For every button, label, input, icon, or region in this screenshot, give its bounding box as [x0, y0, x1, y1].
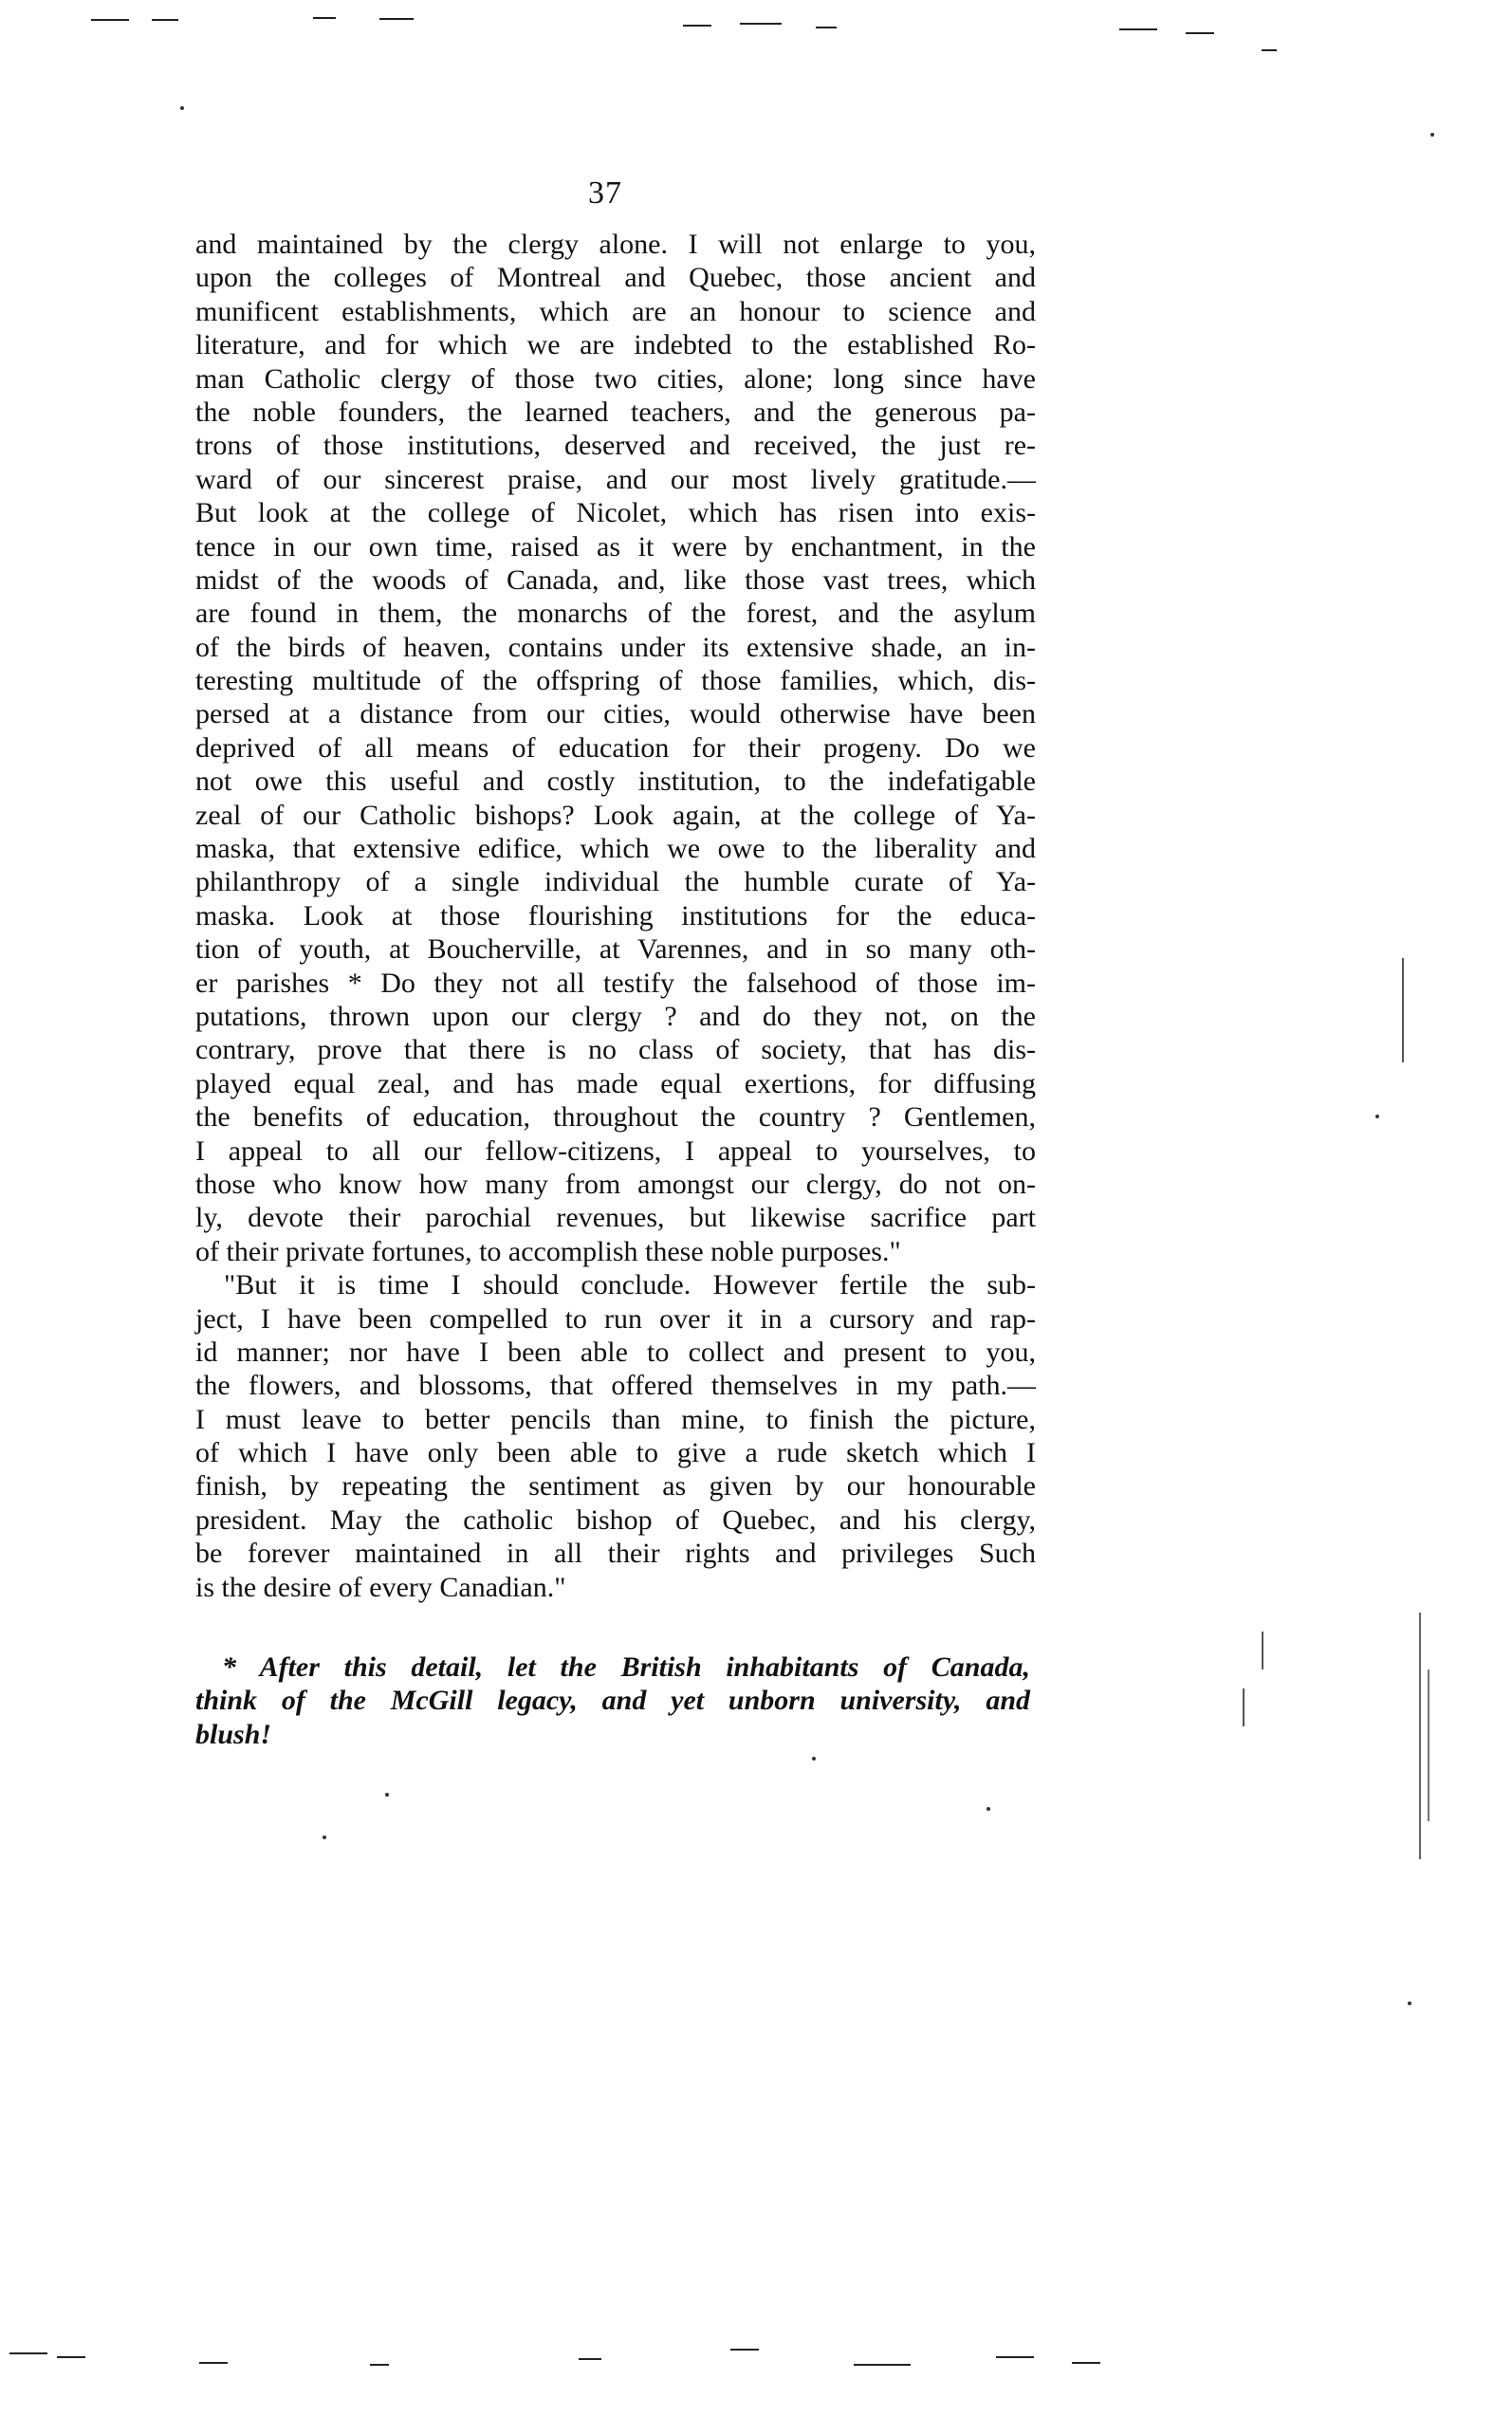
text-line: tion of youth, at Boucherville, at Varennes, and in so many oth- [195, 933, 1036, 966]
scan-artifact [370, 2364, 389, 2366]
body-text [195, 228, 1036, 1604]
text-line: are found in them, the monarchs of the forest, and the asylum [195, 598, 1036, 630]
footnote-line: think of the McGill legacy, and yet unborn university, and [195, 1685, 1030, 1717]
scan-artifact [1243, 1688, 1245, 1726]
scan-speck [812, 1757, 816, 1761]
scan-speck [180, 106, 184, 110]
text-line: ward of our sincerest praise, and our most lively gratitude.— [195, 463, 1036, 495]
footnote-line: blush! [195, 1718, 272, 1750]
text-line: ject, I have been compelled to run over it in a cursory and rap- [195, 1302, 1036, 1335]
scan-speck [1375, 1115, 1379, 1118]
text-line: played equal zeal, and has made equal exertions, for diffusing [195, 1067, 1036, 1099]
text-line: contrary, prove that there is no class of society, that has dis- [195, 1034, 1036, 1066]
text-line: ly, devote their parochial revenues, but likewise sacrifice part [195, 1202, 1036, 1234]
text-line: But look at the college of Nicolet, which has risen into exis- [195, 497, 1036, 529]
scan-speck [986, 1807, 990, 1811]
scan-artifact [816, 27, 837, 28]
scan-artifact [1262, 49, 1277, 51]
text-line: er parishes * Do they not all testify the falsehood of those im- [195, 967, 1036, 999]
scan-speck [323, 1835, 326, 1839]
scan-artifact [1419, 1613, 1421, 1859]
scan-artifact [1119, 28, 1157, 30]
scan-artifact [1072, 2362, 1100, 2364]
text-line: trons of those institutions, deserved and received, the just re- [195, 430, 1036, 462]
text-line: persed at a distance from our cities, would otherwise have been [195, 698, 1036, 730]
text-line: is the desire of every Canadian." [195, 1571, 566, 1603]
text-line: be forever maintained in all their rights and privileges Such [195, 1538, 1036, 1570]
scan-artifact [199, 2362, 228, 2364]
scan-artifact [1402, 958, 1404, 1062]
scan-artifact [1262, 1632, 1263, 1669]
scan-artifact [854, 2364, 911, 2366]
text-line: literature, and for which we are indebted to the established Ro- [195, 329, 1036, 361]
text-line: teresting multitude of the offspring of those families, which, dis- [195, 665, 1036, 697]
text-line: not owe this useful and costly institution, to the indefatigable [195, 765, 1036, 798]
text-line: of which I have only been able to give a rude sketch which I [195, 1437, 1036, 1469]
scan-artifact [579, 2358, 601, 2360]
scan-artifact [9, 2352, 47, 2354]
scan-speck [1408, 2001, 1411, 2005]
text-line: maska, that extensive edifice, which we owe to the liberality and [195, 833, 1036, 865]
scan-artifact [683, 25, 711, 27]
text-line: of their private fortunes, to accomplish these noble purposes." [195, 1235, 901, 1267]
scan-speck [1430, 133, 1434, 137]
text-line: finish, by repeating the sentiment as given by our honourable [195, 1470, 1036, 1503]
page-number: 37 [588, 175, 622, 211]
text-line: I must leave to better pencils than mine, to finish the picture, [195, 1403, 1036, 1435]
text-line: midst of the woods of Canada, and, like those vast trees, which [195, 563, 1036, 596]
text-line: putations, thrown upon our clergy ? and do they not, on the [195, 1000, 1036, 1032]
text-line: those who know how many from amongst our clergy, do not on- [195, 1168, 1036, 1200]
scan-artifact [996, 2356, 1034, 2358]
text-line: president. May the catholic bishop of Quebec, and his clergy, [195, 1503, 1036, 1536]
scan-artifact [57, 2356, 85, 2358]
scan-artifact [379, 18, 414, 20]
scan-artifact [730, 2349, 759, 2351]
text-line: munificent establishments, which are an honour to science and [195, 295, 1036, 327]
text-line: maska. Look at those flourishing institutions for the educa- [195, 899, 1036, 931]
text-line: deprived of all means of education for their progeny. Do we [195, 731, 1036, 764]
text-line: "But it is time I should conclude. However fertile the sub- [224, 1269, 1036, 1301]
footnote-line: * After this detail, let the British inhabitants of Canada, [222, 1651, 1030, 1683]
scan-speck [385, 1793, 389, 1797]
text-line: the noble founders, the learned teachers, and the generous pa- [195, 396, 1036, 428]
text-line: I appeal to all our fellow-citizens, I appeal to yourselves, to [195, 1134, 1036, 1167]
scan-artifact [313, 17, 336, 19]
text-line: the flowers, and blossoms, that offered themselves in my path.— [195, 1370, 1036, 1402]
text-line: and maintained by the clergy alone. I will not enlarge to you, [195, 229, 1036, 260]
scan-artifact [1428, 1669, 1429, 1821]
scan-artifact [1186, 32, 1214, 34]
scan-artifact [740, 23, 782, 25]
text-line: id manner; nor have I been able to collect and present to you, [195, 1336, 1036, 1368]
footnote [195, 1651, 1030, 1751]
text-line: the benefits of education, throughout the country ? Gentlemen, [195, 1101, 1036, 1134]
text-line: upon the colleges of Montreal and Quebec, those ancient and [195, 262, 1036, 294]
text-line: tence in our own time, raised as it were by enchantment, in the [195, 530, 1036, 563]
text-line: zeal of our Catholic bishops? Look again, at the college of Ya- [195, 799, 1036, 831]
text-line: man Catholic clergy of those two cities, alone; long since have [195, 362, 1036, 395]
text-line: philanthropy of a single individual the humble curate of Ya- [195, 866, 1036, 898]
text-line: of the birds of heaven, contains under its extensive shade, an in- [195, 631, 1036, 663]
scan-artifact [91, 19, 129, 21]
scan-artifact [152, 19, 178, 21]
